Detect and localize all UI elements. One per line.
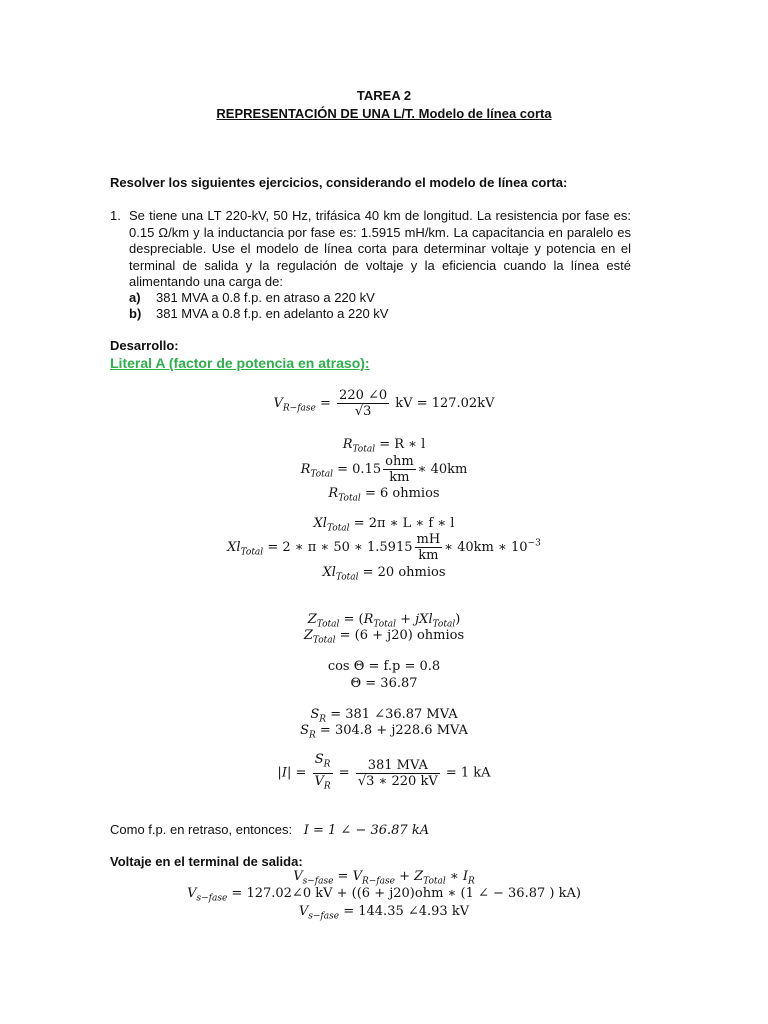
equation-z-total-1: $Z_{Total} = (R_{Total} + jXl_{Total})$ — [307, 612, 461, 630]
equation-vr-fase: $V_{R-fase}$ = $\frac{220 \angle 0}{√3}$ kV = 127.02kV — [273, 388, 495, 419]
r-total-length: ∗ 40km — [417, 462, 468, 477]
equation-xl-total-2: $Xl_{Total} = 2$ ∗ π ∗ 50 ∗ 1.5915 $\frac{mH}{km}$ ∗ 40km ∗ $10^{-3}$ — [227, 532, 541, 563]
option-a-label: a) — [129, 290, 141, 305]
current-result: = 1 kA — [445, 765, 491, 781]
equation-current: |I| = $\frac{S_R}{V_R}$ = $\frac{\text{381 MVA}}{√3 ∗ 220 kV}$ = 1 kA — [277, 752, 491, 792]
sr-rectangular: = 304.8 + j228.6 MVA — [319, 723, 468, 738]
sr-polar: = 381 ∠36.87 MVA — [330, 707, 458, 722]
xl-unit-num: mH — [416, 532, 441, 547]
equation-r-total-3: $R_{Total} = 6$ ohmios — [328, 486, 440, 504]
xl-total-lhs: = 2 ∗ π ∗ 50 ∗ 1.5915 — [267, 540, 413, 555]
equation-cos-theta: cos Θ = f.p = 0.8 — [327, 659, 441, 674]
equation-sr-1: $S_R = 381$ ∠36.87 MVA — [310, 707, 458, 725]
vr-result: kV = 127.02kV — [395, 396, 495, 411]
retraso-label: Como f.p. en retraso, entonces: — [110, 822, 293, 837]
r-total-coef: = 0.15 — [337, 462, 382, 477]
problem-number: 1. — [110, 208, 121, 223]
current-numerator: 381 MVA — [356, 758, 440, 774]
problem-text: Se tiene una LT 220-kV, 50 Hz, trifásica 40 km de longitud. La resistencia por fase es: 0.15 Ω/km y la inductancia por fase es: 1.5915 mH/km. La capacitancia en paralelo es despreciable. Use el modelo de línea corta para determinar voltaje y potencia en el terminal de salida y la regulación de voltaje y la eficiencia cuando la línea esté alimentando una carga de: — [129, 208, 631, 289]
literal-a-heading: Literal A (factor de potencia en atraso): — [110, 355, 370, 371]
retraso-equation: I = 1 ∠ − 36.87 kA — [303, 823, 430, 838]
xl-unit-den: km — [418, 548, 439, 563]
equation-r-total-1: $R_{Total} = R$ ∗ l — [342, 437, 426, 455]
r-unit-num: ohm — [385, 454, 414, 469]
equation-sr-2: $S_R = 304.8 + j228.6$ MVA — [300, 723, 468, 741]
vr-numerator: 220 ∠0 — [339, 388, 388, 403]
vs-result: = 144.35 ∠4.93 kV — [343, 904, 470, 919]
current-denominator: √3 ∗ 220 kV — [357, 773, 438, 789]
equation-theta: Θ = 36.87 — [350, 676, 418, 691]
vs-expansion: = 127.02∠0 kV + ((6 + j20)ohm ∗ (1 ∠ − 36.87 ) kA) — [231, 886, 581, 901]
equation-xl-total-1: $Xl_{Total} = 2\pi$ ∗ L ∗ f ∗ l — [313, 516, 455, 534]
equation-vs-2: $V_{s-fase}$ = 127.02∠0 kV + ((6 + j20)ohm ∗ (1 ∠ − 36.87 ) kA) — [187, 886, 581, 904]
desarrollo-heading: Desarrollo: — [110, 338, 179, 353]
z-total-result: = (6 + j20) ohmios — [339, 628, 465, 643]
equation-vs-3: $V_{s-fase} = 144.35$ ∠4.93 kV — [298, 904, 470, 922]
xl-total-rhs: ∗ 40km ∗ 10 — [444, 540, 528, 555]
xl-total-result: = 20 ohmios — [362, 565, 446, 580]
xl-exponent: −3 — [527, 538, 541, 549]
equation-xl-total-3: $Xl_{Total} = 20$ ohmios — [322, 565, 446, 583]
xl-total-expr: = 2π ∗ L ∗ f ∗ l — [353, 516, 455, 531]
option-a-text: 381 MVA a 0.8 f.p. en atraso a 220 kV — [156, 290, 375, 305]
equation-r-total-2: $R_{Total} = 0.15$ $\frac{\text{ohm}}{km}$ ∗ 40km — [300, 454, 468, 485]
intro-text: Resolver los siguientes ejercicios, considerando el modelo de línea corta: — [110, 175, 568, 190]
r-unit-den: km — [389, 470, 410, 485]
r-total-result: = 6 ohmios — [364, 486, 440, 501]
option-b-text: 381 MVA a 0.8 f.p. en adelanto a 220 kV — [156, 306, 389, 321]
option-b-label: b) — [129, 306, 142, 321]
salida-heading: Voltaje en el terminal de salida: — [110, 854, 303, 869]
retraso-statement — [110, 822, 429, 838]
vr-denominator: √3 — [354, 404, 372, 419]
r-total-expr: = R ∗ l — [379, 437, 426, 452]
equation-z-total-2: $Z_{Total} = (6 + j20)$ ohmios — [303, 628, 465, 646]
page-title: TAREA 2 — [356, 88, 412, 103]
page-subtitle: REPRESENTACIÓN DE UNA L/T. Modelo de línea corta — [216, 106, 552, 121]
equation-vs-1: $V_{s-fase} = V_{R-fase} + Z_{Total}$ ∗ $I_R$ — [293, 869, 475, 887]
